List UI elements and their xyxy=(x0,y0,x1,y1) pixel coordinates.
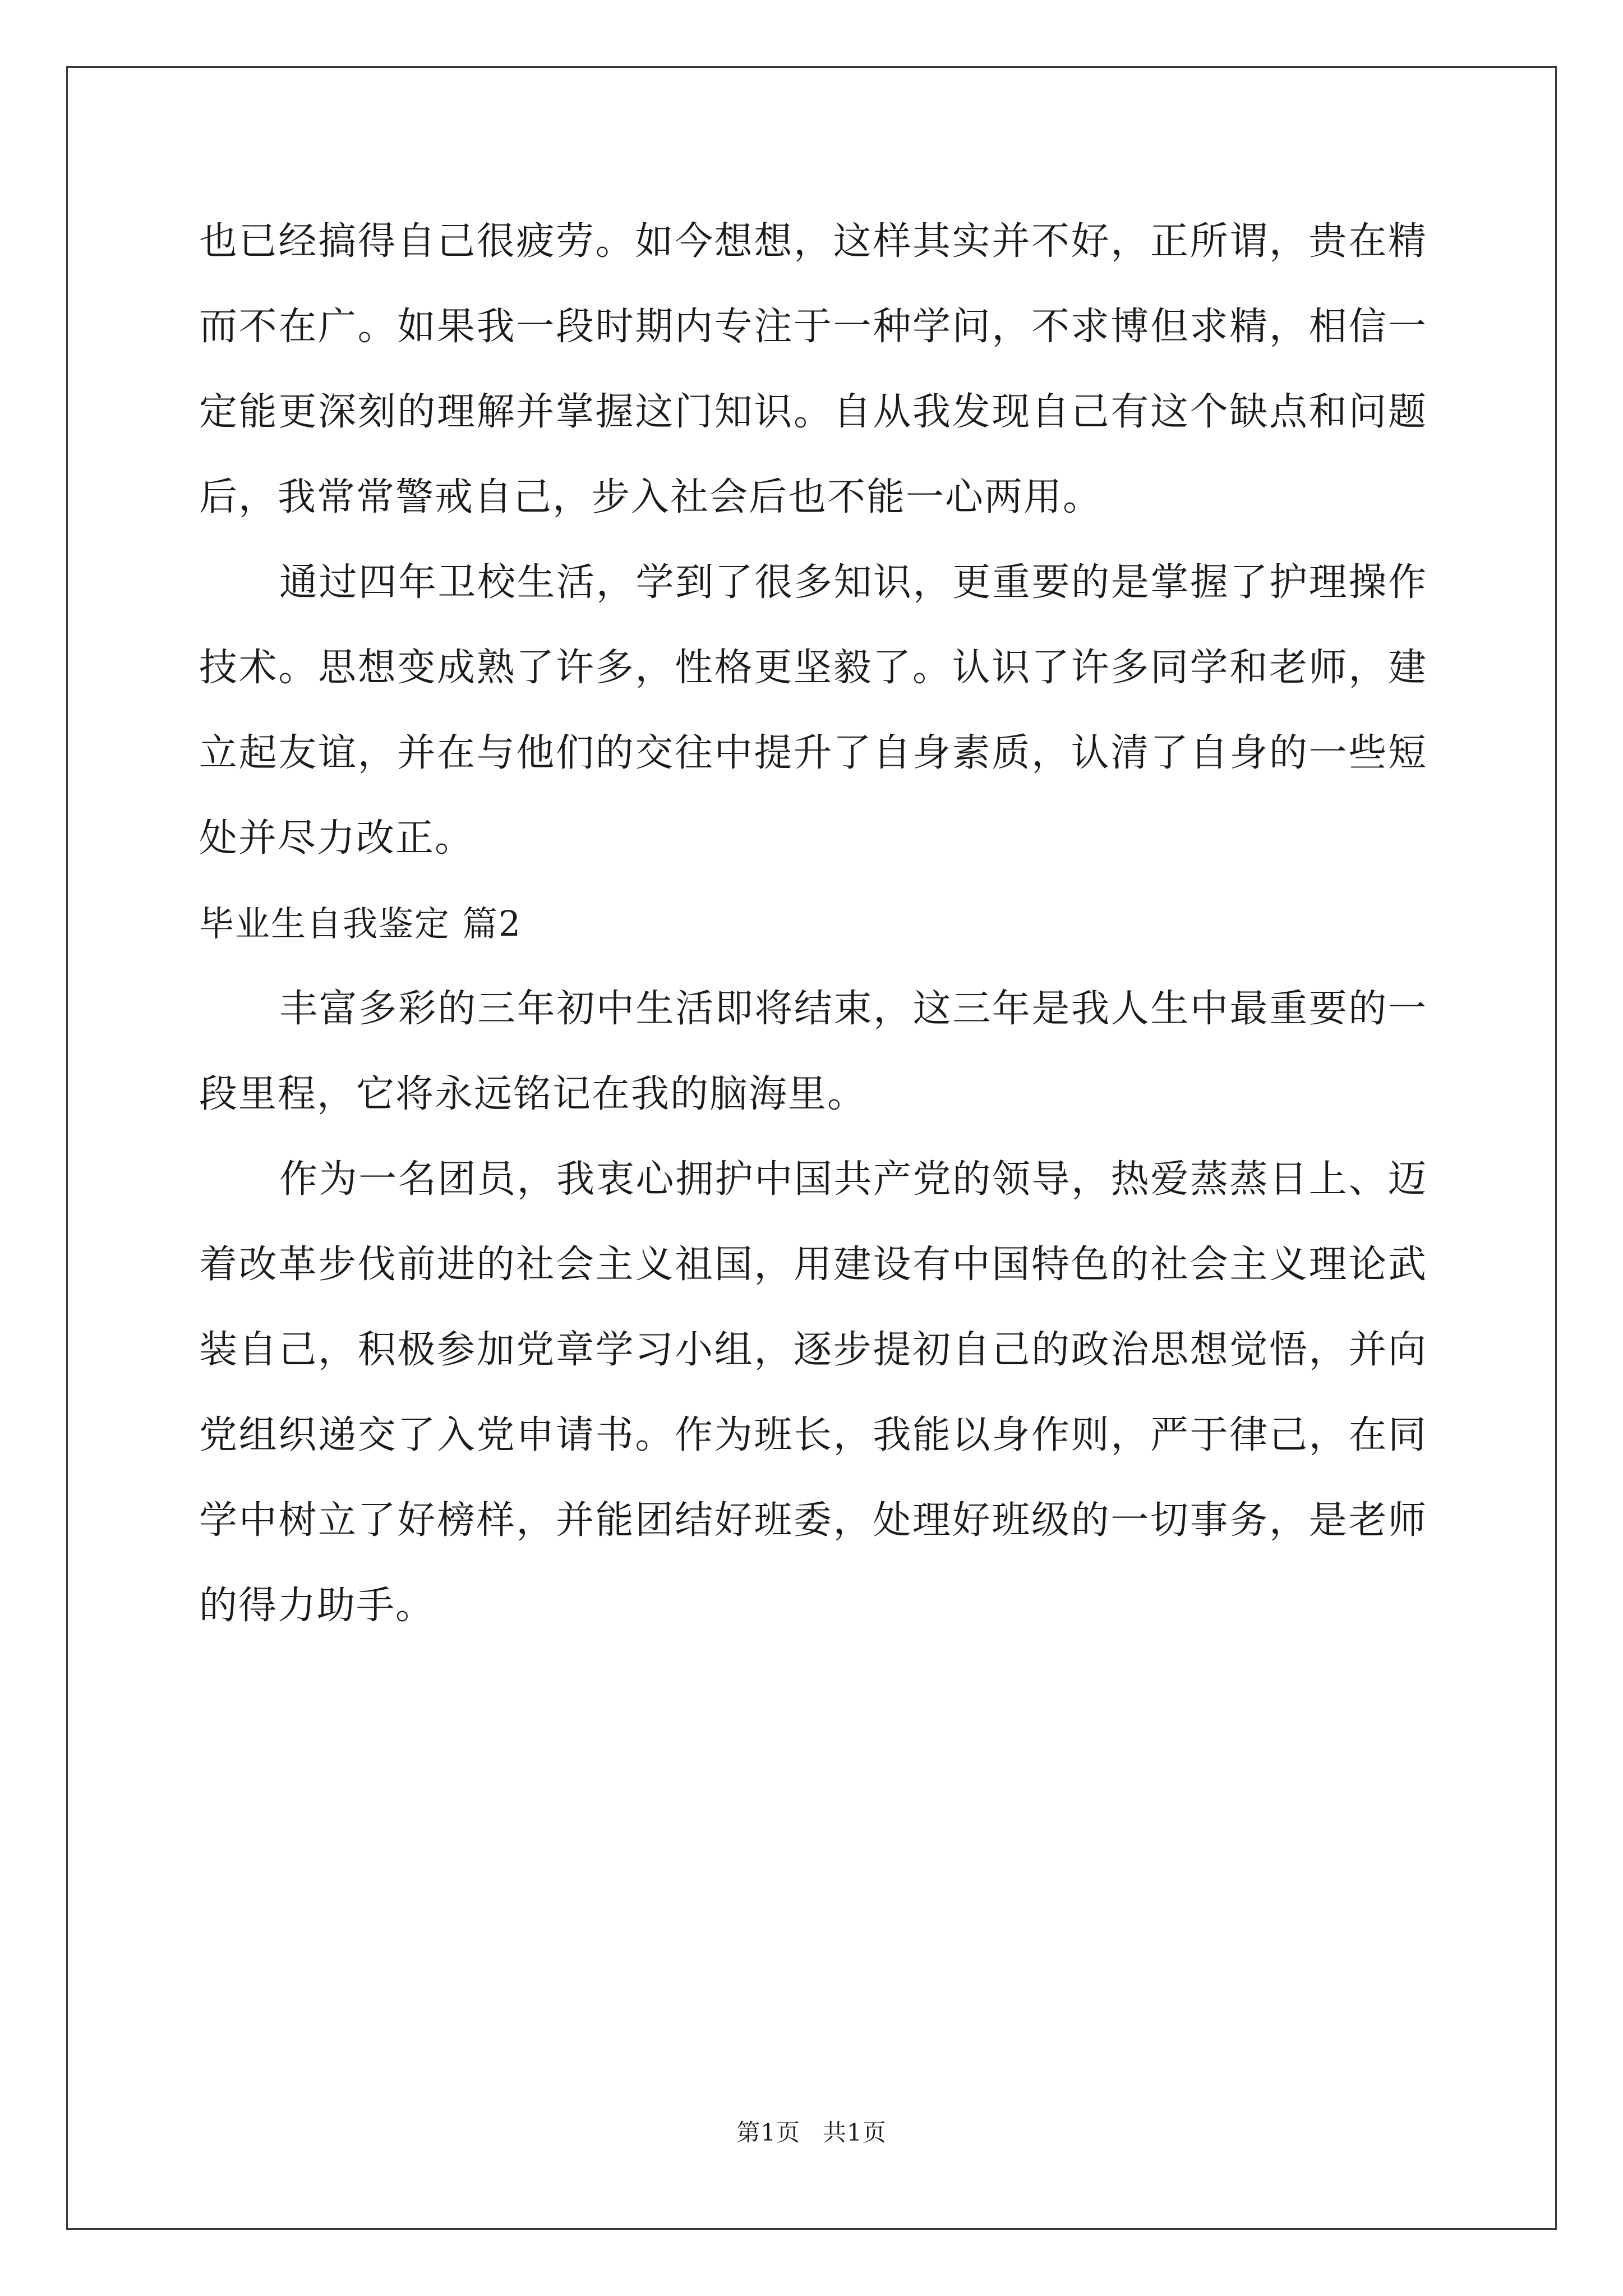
paragraph-4: 作为一名团员，我衷心拥护中国共产党的领导，热爱蒸蒸日上、迈着改革步伐前进的社会主义祖国，用建设有中国特色的社会主义理论武装自己，积极参加党章学习小组，逐步提初自己的政治思想觉悟，并向党组织递交了入党申请书。作为班长，我能以身作则，严于律己，在同学中树立了好榜样，并能团结好班委，处理好班级的一切事务，是老师的得力助手。 xyxy=(199,1157,1427,1628)
section-heading: 毕业生自我鉴定 篇2 xyxy=(199,903,522,944)
paragraph-1: 也已经搞得自己很疲劳。如今想想，这样其实并不好，正所谓，贵在精而不在广。如果我一段时期内专注于一种学问，不求博但求精，相信一定能更深刻的理解并掌握这门知识。自从我发现自己有这个缺点和问题后，我常常警戒自己，步入社会后也不能一心两用。 xyxy=(199,219,1427,519)
page-number: 第1页 xyxy=(736,2119,800,2146)
document-body xyxy=(199,199,1427,1649)
paragraph-2: 通过四年卫校生活，学到了很多知识，更重要的是掌握了护理操作技术。思想变成熟了许多，性格更坚毅了。认识了许多同学和老师，建立起友谊，并在与他们的交往中提升了自身素质，认清了自身的一些短处并尽力改正。 xyxy=(199,560,1427,861)
page-total: 共1页 xyxy=(823,2119,887,2146)
page-footer xyxy=(0,2116,1623,2150)
paragraph-3: 丰富多彩的三年初中生活即将结束，这三年是我人生中最重要的一段里程，它将永远铭记在我的脑海里。 xyxy=(199,987,1427,1116)
